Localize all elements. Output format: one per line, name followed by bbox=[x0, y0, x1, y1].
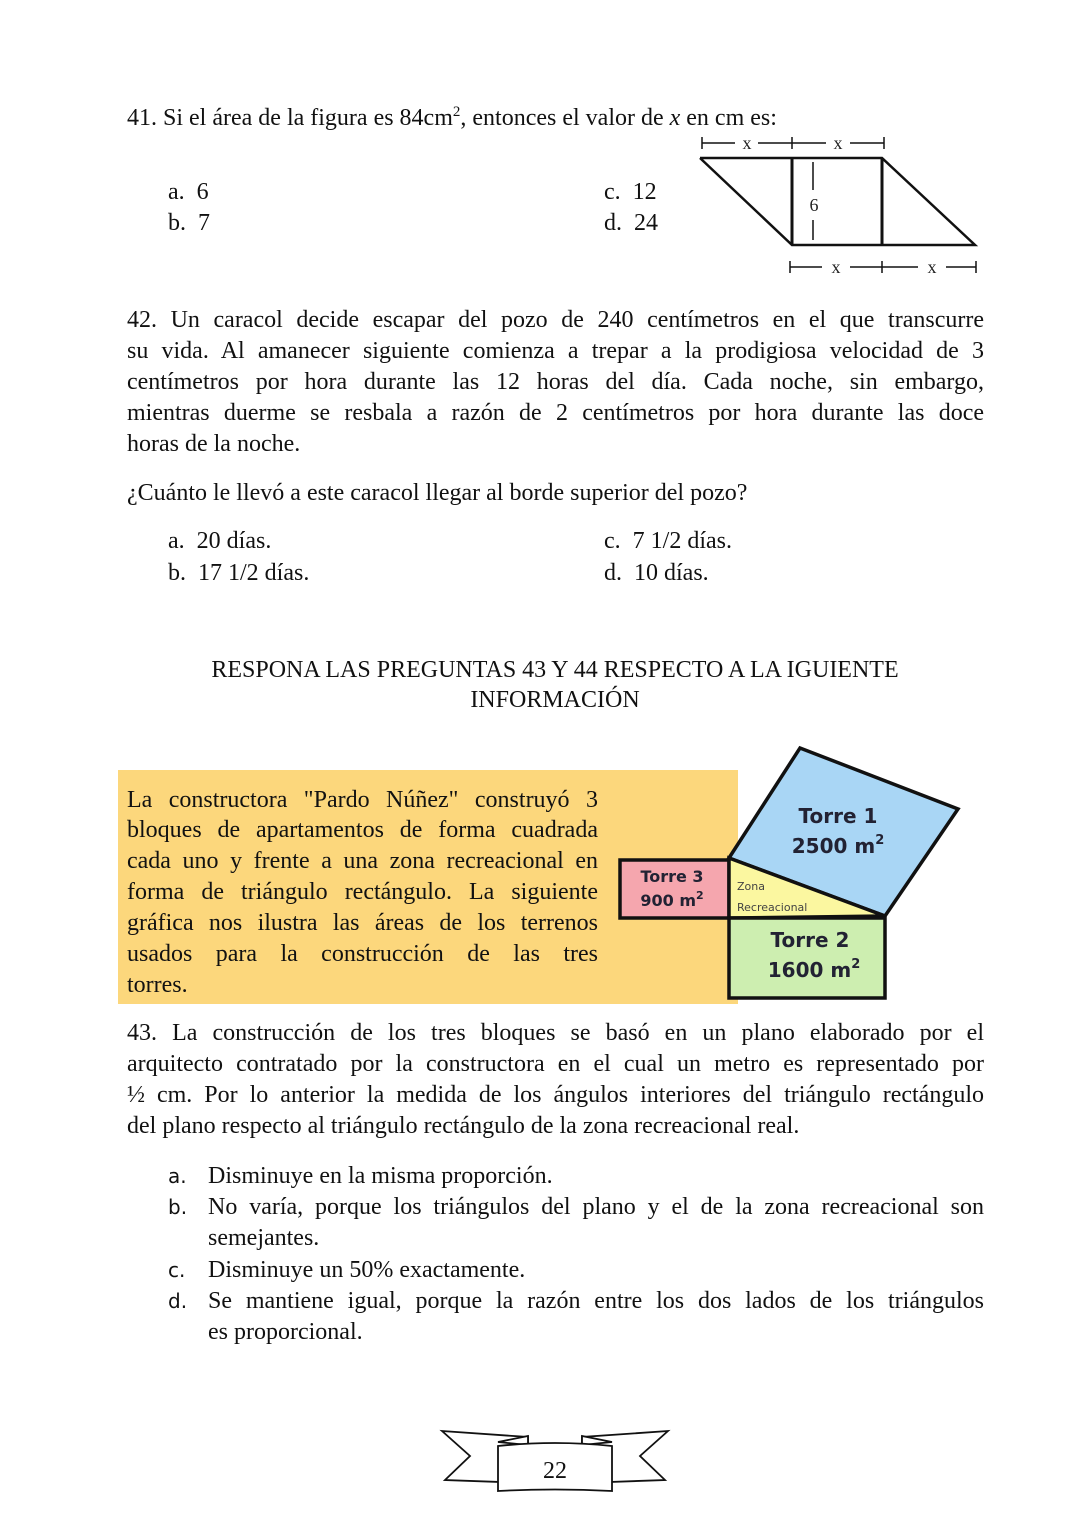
q42-line: su vida. Al amanecer siguiente comienza a trepar a la prodigiosa velocidad de 3 bbox=[127, 338, 984, 364]
torre2-label: Torre 2 bbox=[770, 928, 850, 952]
q42-option-b[interactable]: b. 17 1/2 días. bbox=[168, 560, 310, 586]
q41-var: x bbox=[669, 105, 681, 131]
q41-option-b[interactable]: b. 7 bbox=[168, 210, 210, 236]
zona-label: Zona bbox=[737, 880, 765, 893]
info-line: bloques de apartamentos de forma cuadrada bbox=[127, 817, 598, 843]
info-line: torres. bbox=[127, 972, 188, 998]
q43-option-a-letter[interactable]: a. bbox=[168, 1164, 187, 1188]
torre3-area: 900 $m^2$ bbox=[640, 889, 704, 910]
q42-line: 42. Un caracol decide escapar del pozo de 240 centímetros en el que transcurre bbox=[127, 307, 984, 333]
q43-option-d-cont[interactable]: es proporcional. bbox=[208, 1319, 363, 1345]
q42-question: ¿Cuánto le llevó a este caracol llegar al borde superior del pozo? bbox=[127, 480, 748, 506]
height-label: 6 bbox=[809, 195, 819, 215]
bottom-label-x2: x bbox=[927, 257, 937, 277]
info-line: cada uno y frente a una zona recreacional en bbox=[127, 848, 598, 874]
q43-line: 43. La construcción de los tres bloques se basó en un plano elaborado por el bbox=[127, 1020, 984, 1046]
q43-option-a[interactable]: Disminuye en la misma proporción. bbox=[208, 1163, 553, 1189]
info-line: forma de triángulo rectángulo. La siguiente bbox=[127, 879, 598, 905]
q43-line: ½ cm. Por lo anterior la medida de los ángulos interiores del triángulo rectángulo bbox=[127, 1082, 984, 1108]
section-heading: RESPONA LAS PREGUNTAS 43 Y 44 RESPECTO A LA IGUIENTE bbox=[211, 657, 899, 683]
q41-text: 41. Si el área de la figura es 84cm bbox=[127, 105, 453, 131]
q43-option-c-letter[interactable]: c. bbox=[168, 1258, 186, 1282]
torre1-area: 2500 $m^2$ bbox=[791, 833, 885, 858]
q43-line: del plano respecto al triángulo rectángulo de la zona recreacional real. bbox=[127, 1113, 800, 1139]
info-line: gráfica nos ilustra las áreas de los terrenos bbox=[127, 910, 598, 936]
info-line: usados para la construcción de las tres bbox=[127, 941, 598, 967]
q43-option-d-letter[interactable]: d. bbox=[168, 1289, 188, 1313]
bottom-label-x1: x bbox=[831, 257, 841, 277]
q41-option-c[interactable]: c. 12 bbox=[604, 179, 657, 205]
page-number: 22 bbox=[543, 1458, 567, 1484]
q41-text2: , entonces el valor de bbox=[460, 105, 670, 131]
top-label-x1: x bbox=[742, 133, 752, 153]
torre3-label: Torre 3 bbox=[640, 867, 704, 886]
top-label-x2: x bbox=[833, 133, 843, 153]
q41-text3: en cm es: bbox=[680, 105, 777, 131]
q42-option-d[interactable]: d. 10 días. bbox=[604, 560, 709, 586]
q42-line: centímetros por hora durante las 12 horas del día. Cada noche, sin embargo, bbox=[127, 369, 984, 395]
q42-line: mientras duerme se resbala a razón de 2 centímetros por hora durante las doce bbox=[127, 400, 984, 426]
q42-option-a[interactable]: a. 20 días. bbox=[168, 528, 272, 554]
torre1-label: Torre 1 bbox=[798, 804, 878, 828]
q41-option-a[interactable]: a. 6 bbox=[168, 179, 209, 205]
info-line: La constructora "Pardo Núñez" construyó 3 bbox=[127, 787, 598, 813]
q42-line: horas de la noche. bbox=[127, 431, 301, 457]
q43-option-b-cont[interactable]: semejantes. bbox=[208, 1225, 320, 1251]
q43-option-c[interactable]: Disminuye un 50% exactamente. bbox=[208, 1257, 526, 1283]
q43-option-b-letter[interactable]: b. bbox=[168, 1195, 188, 1219]
q42-option-c[interactable]: c. 7 1/2 días. bbox=[604, 528, 732, 554]
q43-option-d[interactable]: Se mantiene igual, porque la razón entre los dos lados de los triángulos bbox=[208, 1288, 984, 1314]
q41-option-d[interactable]: d. 24 bbox=[604, 210, 658, 236]
torre2-area: 1600 $m^2$ bbox=[767, 957, 861, 982]
q41-sup: 2 bbox=[452, 104, 461, 120]
q43-option-b[interactable]: No varía, porque los triángulos del plano y el de la zona recreacional son bbox=[208, 1194, 984, 1220]
section-heading: INFORMACIÓN bbox=[470, 687, 640, 713]
q43-line: arquitecto contratado por la constructora en el cual un metro es representado por bbox=[127, 1051, 984, 1077]
zona-label: Recreacional bbox=[737, 901, 808, 914]
